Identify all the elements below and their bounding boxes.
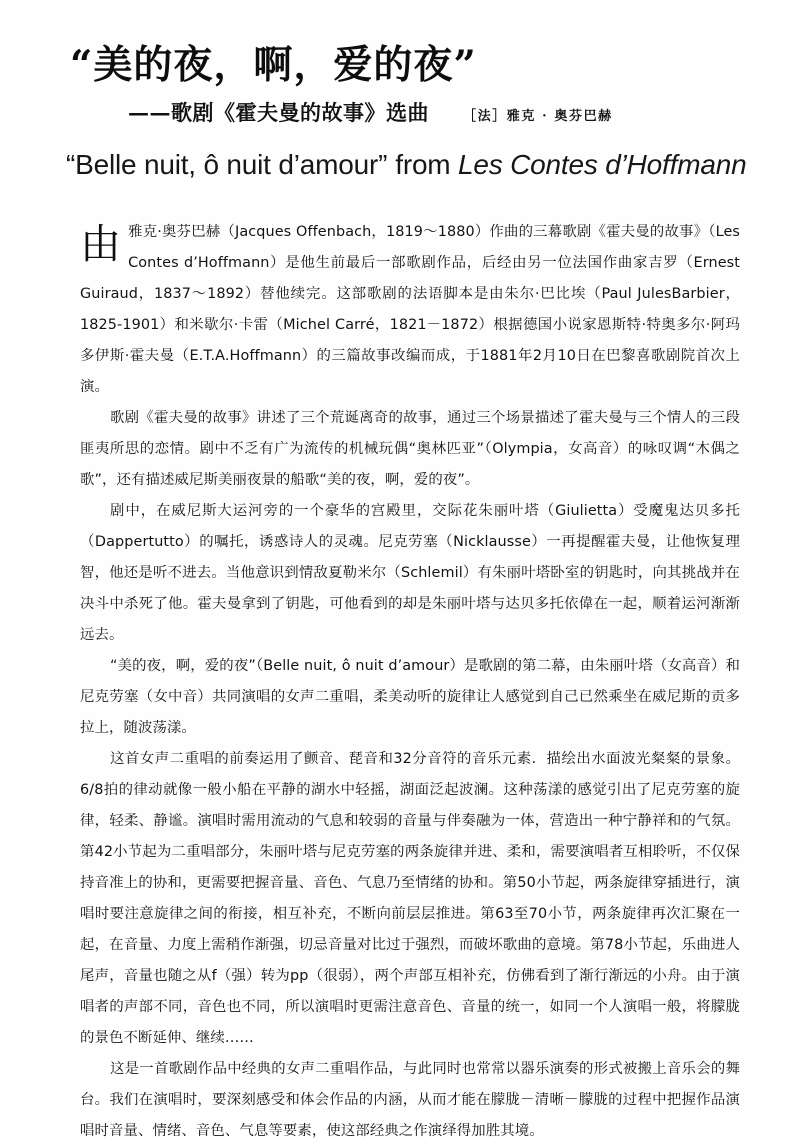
paragraph-5: 这首女声二重唱的前奏运用了颤音、琵音和32分音符的音乐元素．描绘出水面波光粲粲的景象。 6/8拍的律动就像一般小船在平静的湖水中轻摇，湖面泛起波澜。这种荡漾的感觉引出了尼克劳塞的旋律，轻柔、静谧。演唱时需用流动的气息和较弱的音量与伴奏融为一体，营造出一种宁静祥和的气氛。第42小节起为二重唱部分，朱丽叶塔与尼克劳塞的两条旋律并进、柔和，需要演唱者互相聆听，不仅保持音准上的协和，更需要把握音量、音色、气息乃至情绪的协和。第50小节起，两条旋律穿插进行，演唱时要注意旋律之间的衔接，相互补充，不断向前层层推进。第63至70小节，两条旋律再次汇聚在一起，在音量、力度上需稍作渐强，切忌音量对比过于强烈，而破坏歌曲的意境。第78小节起，乐曲进人尾声，音量也随之从f（强）转为pp（很弱），两个声部互相补充，仿佛看到了渐行渐远的小舟。由于演唱者的声部不同，音色也不同，所以演唱时更需注意音色、音量的统一，如同一个人演唱一般，将朦胧的景色不断延伸、继续…… [80, 750, 740, 1046]
english-title-work: Les Contes d’Hoffmann [458, 148, 747, 180]
paragraph-4: “美的夜，啊，爱的夜”（Belle nuit, ô nuit d’amour）是歌剧的第二幕，由朱丽叶塔（女高音）和尼克劳塞（女中音）共同演唱的女声二重唱，柔美动听的旋律让人感觉到自己已然乘坐在威尼斯的贡多拉上，随波荡漾。 [80, 657, 740, 736]
paragraph-3: 剧中，在威尼斯大运河旁的一个豪华的宫殿里，交际花朱丽叶塔（Giulietta）受魔鬼达贝多托（Dappertutto）的嘱托，诱惑诗人的灵魂。尼克劳塞（Nicklausse）一再提醒霍夫曼，让他恢复理智，他还是听不进去。当他意识到情敌夏勒米尔（Schlemil）有朱丽叶塔卧室的钥匙时，向其挑战并在决斗中杀死了他。霍夫曼拿到了钥匙，可他看到的却是朱丽叶塔与达贝多托依偉在一起，顺着运河渐渐远去。 [80, 502, 740, 643]
english-title-quote: “Belle nuit, ô nuit d’amour” [66, 148, 388, 180]
subtitle: ——歌剧《霍夫曼的故事》选曲 [128, 99, 429, 125]
paragraph-2: 歌剧《霍夫曼的故事》讲述了三个荒诞离奇的故事，通过三个场景描述了霍夫曼与三个情人的三段匪夷所思的恋情。剧中不乏有广为流传的机械玩偶“奥林匹亚”（Olympia，女高音）的咏叹调“木偶之歌”，还有描述威尼斯美丽夜景的船歌“美的夜，啊，爱的夜”。 [80, 409, 740, 488]
english-title-from: from [395, 148, 451, 180]
dropcap-character: 由 [80, 219, 122, 268]
author-byline: ［法］雅克 · 奥芬巴赫 [463, 108, 613, 124]
paragraph-6: 这是一首歌剧作品中经典的女声二重唱作品，与此同时也常常以器乐演奏的形式被搬上音乐会的舞台。我们在演唱时，要深刻感受和体会作品的内涵，从而才能在朦胧－清晰－朦胧的过程中把握作品演唱时音量、情绪、音色、气息等要素，使这部经典之作演绎得加胜其境。 [80, 1060, 740, 1139]
english-title [66, 148, 747, 181]
page-title: “美的夜，啊，爱的夜” [70, 42, 477, 88]
body-text [0, 217, 806, 1147]
paragraph-1 [80, 217, 740, 403]
title-block [0, 0, 806, 181]
subtitle-row [66, 97, 740, 127]
paragraph-1-text: 雅克·奥芬巴赫（Jacques Offenbach，1819～1880）作曲的三幕歌剧《霍夫曼的故事》（Les Contes d’Hoffmann）是他生前最后一部歌剧作品，后经由另一位法国作曲家吉罗（Ernest Guiraud，1837～1892）替他续完。这部歌剧的法语脚本是由朱尔·巴比埃（Paul JulesBarbier，1825-1901）和米歇尔·卡雷（Michel Carré，1821－1872）根据德国小说家恩斯特·特奥多尔·阿玛多伊斯·霍夫曼（E.T.A.Hoffmann）的三篇故事改编而成，于1881年2月10日在巴黎喜歌剧院首次上演。 [80, 223, 740, 395]
